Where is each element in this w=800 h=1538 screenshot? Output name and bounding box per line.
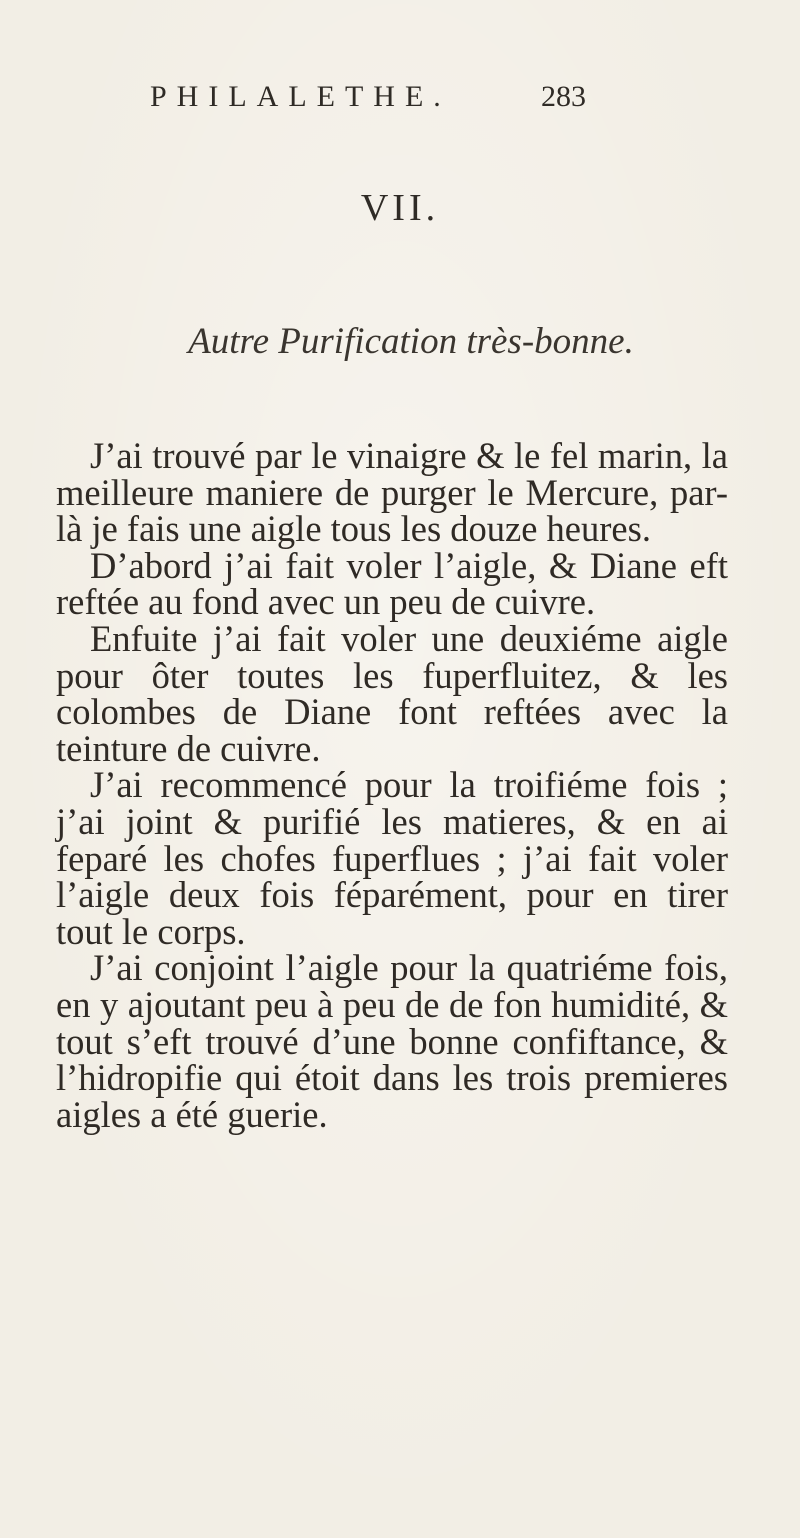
running-head — [0, 80, 800, 120]
paragraph: J’ai conjoint l’aigle pour la quatriéme fois, en y ajoutant peu à peu de de fon humidité, & tout s’eft trouvé d’une bonne confiftance, & l’hidropifie qui étoit dans les trois premieres aigles a été guerie. — [56, 947, 728, 1135]
chapter-title: Autre Purification très-bonne. — [188, 321, 634, 362]
paragraph: Enfuite j’ai fait voler une deuxiéme aigle pour ôter toutes les fuperfluitez, & les colombes de Diane font reftées avec la teinture de cuivre. — [56, 617, 728, 769]
paragraph: D’abord j’ai fait voler l’aigle, & Diane eft reftée au fond avec un peu de cuivre. — [56, 544, 728, 623]
chapter-number: VII. — [360, 187, 440, 229]
paragraph: J’ai recommencé pour la troifiéme fois ; j’ai joint & purifié les matieres, & en ai feparé les chofes fuperflues ; j’ai fait voler l’aigle deux fois féparément, pour en tirer tout le corps. — [56, 764, 728, 952]
page-number: 283 — [541, 80, 586, 113]
body-text — [56, 435, 728, 1135]
running-title: PHILALETHE. — [150, 80, 451, 113]
paragraph: J’ai trouvé par le vinaigre & le fel marin, la meilleure maniere de purger le Mercure, par-là je fais une aigle tous les douze heures. — [56, 435, 728, 550]
